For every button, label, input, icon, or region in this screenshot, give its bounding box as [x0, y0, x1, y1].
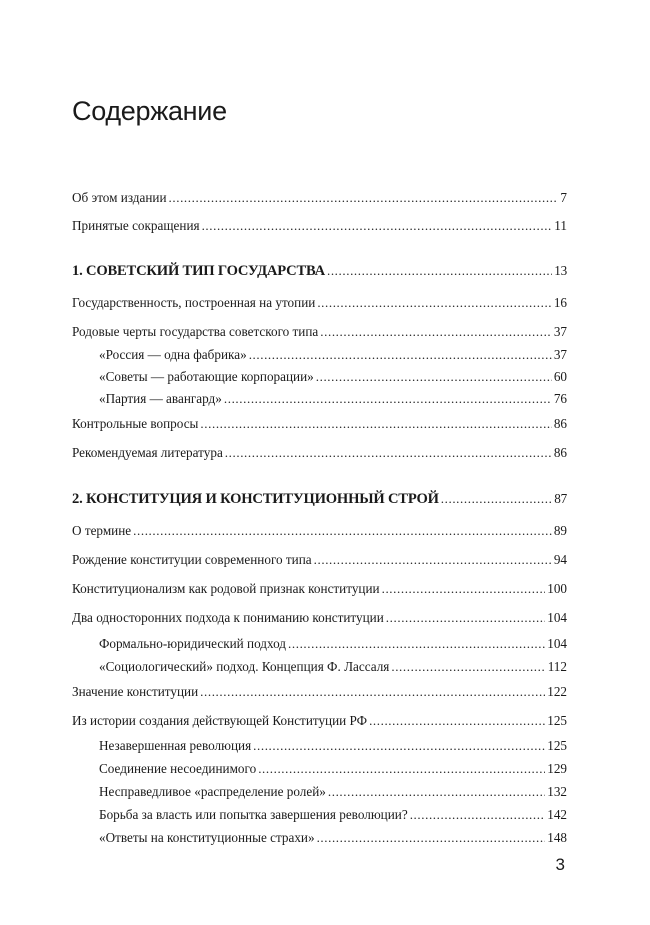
toc-entry[interactable]: [72, 414, 567, 434]
toc-entry[interactable]: [72, 322, 567, 342]
dot-leader: [320, 322, 552, 342]
toc-subentry[interactable]: [72, 367, 567, 387]
toc-page-number: 112: [547, 659, 567, 674]
toc-page-number: 13: [554, 263, 567, 278]
toc-subentry[interactable]: [72, 782, 567, 802]
toc-entry-title: Контрольные вопросы: [72, 416, 199, 431]
toc-page-number: 94: [553, 552, 567, 567]
toc-entry-title: О термине: [72, 523, 132, 538]
toc-entry[interactable]: [72, 188, 567, 208]
toc-entry-title: Несправедливое «распределение ролей»: [99, 784, 326, 799]
toc-subentry[interactable]: [72, 657, 567, 677]
toc-page-number: 132: [547, 784, 567, 799]
dot-leader: [202, 216, 553, 236]
dot-leader: [253, 736, 545, 756]
toc-subentry[interactable]: [72, 759, 567, 779]
dot-leader: [200, 414, 551, 434]
toc-page-number: 60: [553, 369, 567, 384]
toc-subentry[interactable]: [72, 634, 567, 654]
toc-page-number: 122: [547, 684, 567, 699]
toc-entry[interactable]: [72, 550, 567, 570]
toc-page-number: 86: [553, 445, 567, 460]
dot-leader: [317, 828, 546, 848]
dot-leader: [317, 293, 552, 313]
toc-page-number: 148: [547, 830, 567, 845]
toc-entry-title: Из истории создания действующей Конституции РФ: [72, 713, 368, 728]
toc-entry-title: Соединение несоединимого: [99, 761, 257, 776]
dot-leader: [441, 489, 552, 509]
dot-leader: [327, 261, 552, 281]
toc-entry-title: Формально-юридический подход: [99, 636, 287, 651]
toc-entry[interactable]: [72, 521, 567, 541]
dot-leader: [316, 367, 552, 387]
toc-page-number: 16: [553, 295, 567, 310]
toc-page-number: 100: [547, 581, 567, 596]
dot-leader: [328, 782, 545, 802]
toc-entry-title: Рождение конституции современного типа: [72, 552, 312, 567]
toc-page-number: 89: [553, 523, 567, 538]
dot-leader: [288, 634, 545, 654]
toc-subentry[interactable]: [72, 805, 567, 825]
toc-entry-title: «Советы — работающие корпорации»: [99, 369, 314, 384]
toc-entry-title: Об этом издании: [72, 190, 167, 205]
toc-entry-title: «Социологический» подход. Концепция Ф. Лассаля: [99, 659, 390, 674]
dot-leader: [133, 521, 552, 541]
table-of-contents: [72, 186, 567, 848]
toc-page-number: 142: [547, 807, 567, 822]
dot-leader: [224, 389, 552, 409]
toc-entry-title: Незавершенная революция: [99, 738, 252, 753]
toc-entry[interactable]: [72, 443, 567, 463]
toc-page-number: 7: [560, 190, 567, 205]
toc-entry[interactable]: [72, 293, 567, 313]
toc-entry-title: Конституционализм как родовой признак конституции: [72, 581, 380, 596]
toc-entry[interactable]: [72, 579, 567, 599]
toc-entry-title: Значение конституции: [72, 684, 199, 699]
toc-chapter-title: 1. СОВЕТСКИЙ ТИП ГОСУДАРСТВА: [72, 263, 325, 279]
toc-page-number: 104: [547, 610, 567, 625]
toc-subentry[interactable]: [72, 345, 567, 365]
toc-entry[interactable]: [72, 608, 567, 628]
toc-entry-title: Принятые сокращения: [72, 218, 200, 233]
toc-page-number: 129: [547, 761, 567, 776]
page-number: 3: [555, 855, 565, 874]
toc-page-number: 125: [547, 713, 567, 728]
toc-entry[interactable]: [72, 216, 567, 236]
toc-entry-title: Родовые черты государства советского типа: [72, 324, 319, 339]
toc-entry-title: Два односторонних подхода к пониманию конституции: [72, 610, 384, 625]
toc-page-number: 37: [553, 347, 567, 362]
dot-leader: [314, 550, 552, 570]
toc-subentry[interactable]: [72, 736, 567, 756]
toc-entry-title: Государственность, построенная на утопии: [72, 295, 316, 310]
toc-subentry[interactable]: [72, 389, 567, 409]
toc-page-number: 87: [554, 491, 567, 506]
toc-entry[interactable]: [72, 682, 567, 702]
dot-leader: [410, 805, 546, 825]
toc-chapter-entry[interactable]: [72, 261, 567, 281]
dot-leader: [369, 711, 545, 731]
dot-leader: [391, 657, 545, 677]
toc-entry-title: «Партия — авангард»: [99, 391, 222, 406]
toc-page-number: 125: [547, 738, 567, 753]
dot-leader: [225, 443, 552, 463]
toc-entry-title: «Россия — одна фабрика»: [99, 347, 247, 362]
toc-chapter-entry[interactable]: [72, 489, 567, 509]
dot-leader: [258, 759, 545, 779]
toc-page-number: 86: [553, 416, 567, 431]
toc-entry-title: Рекомендуемая литература: [72, 445, 223, 460]
toc-subentry[interactable]: [72, 828, 567, 848]
toc-page-number: 76: [553, 391, 567, 406]
toc-page-number: 37: [553, 324, 567, 339]
dot-leader: [200, 682, 545, 702]
page-title: Содержание: [72, 96, 227, 126]
toc-entry-title: Борьба за власть или попытка завершения революции?: [99, 807, 408, 822]
toc-page-number: 11: [554, 218, 567, 233]
dot-leader: [169, 188, 559, 208]
toc-page-number: 104: [547, 636, 567, 651]
toc-entry-title: «Ответы на конституционные страхи»: [99, 830, 315, 845]
toc-chapter-title: 2. КОНСТИТУЦИЯ И КОНСТИТУЦИОННЫЙ СТРОЙ: [72, 491, 439, 507]
dot-leader: [249, 345, 552, 365]
toc-entry[interactable]: [72, 711, 567, 731]
dot-leader: [386, 608, 545, 628]
dot-leader: [382, 579, 546, 599]
